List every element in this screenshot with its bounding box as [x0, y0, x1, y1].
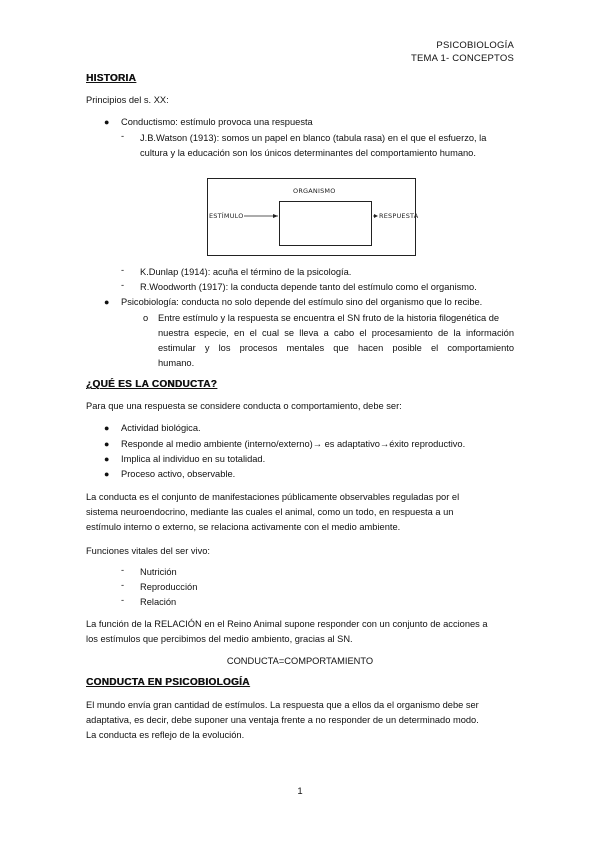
- response-arrowhead: [374, 214, 378, 218]
- sn-line4: humano.: [158, 358, 195, 368]
- stimulus-arrowhead: [273, 214, 278, 218]
- bullet-marker: ●: [104, 439, 110, 449]
- dash-marker: -: [121, 280, 125, 290]
- dash-marker: -: [121, 580, 125, 590]
- sub-bullet-marker: o: [143, 313, 149, 323]
- page-number: 1: [297, 786, 303, 797]
- diagram-organism-label: ORGANISMO: [293, 187, 336, 195]
- funcion-nutricion: Nutrición: [140, 567, 177, 577]
- bullet-marker: ●: [104, 469, 110, 479]
- conducta-intro: Para que una respuesta se considere conducta o comportamiento, debe ser:: [86, 401, 402, 411]
- conducta-bullet-3: Implica al individuo en su totalidad.: [121, 454, 266, 464]
- sn-line1: Entre estímulo y la respuesta se encuentra el SN fruto de la historia filogenética de: [158, 313, 500, 323]
- page-header: [411, 39, 514, 65]
- funciones-intro: Funciones vitales del ser vivo:: [86, 546, 211, 556]
- conducta-bullet-1: Actividad biológica.: [121, 423, 201, 433]
- conducta-bullet-4: Proceso activo, observable.: [121, 469, 236, 479]
- historia-intro: Principios del s. XX:: [86, 95, 169, 105]
- funcion-relacion: Relación: [140, 597, 177, 607]
- section-title-psicobiologia: CONDUCTA EN PSICOBIOLOGÍA: [86, 677, 250, 688]
- bullet-marker: ●: [104, 117, 110, 127]
- bullet-marker: ●: [104, 454, 110, 464]
- conducta-bullet-2: Responde al medio ambiente (interno/externo)→ es adaptativo→éxito reproductivo.: [121, 439, 466, 449]
- dash-marker: -: [121, 595, 125, 605]
- dash-marker: -: [121, 565, 125, 575]
- sn-line2: nuestra especie, en el cual se lleva a cabo el procesamiento de la información: [158, 328, 514, 338]
- psicobiologia-line1: El mundo envía gran cantidad de estímulos. La respuesta que a ellos da el organismo debe ser: [86, 700, 479, 710]
- header-subject: PSICOBIOLOGÍA: [436, 40, 514, 51]
- diagram-stimulus-label: ESTÍMULO: [209, 212, 244, 220]
- woodworth-line: R.Woodworth (1917): la conducta depende tanto del estímulo como el organismo.: [140, 282, 477, 292]
- funcion-reproduccion: Reproducción: [140, 582, 198, 592]
- bullet-marker: ●: [104, 297, 110, 307]
- psicobiologia-line3: La conducta es reflejo de la evolución.: [86, 730, 245, 740]
- definicion-line1: La conducta es el conjunto de manifestaciones públicamente observables reguladas por el: [86, 492, 460, 502]
- watson-line2: cultura y la educación son los únicos determinantes del comportamiento humano.: [140, 148, 476, 158]
- diagram-response-label: RESPUESTA: [379, 212, 419, 220]
- section-title-historia: HISTORIA: [86, 73, 136, 84]
- relacion-line2: los estímulos que percibimos del medio ambiento, gracias al SN.: [86, 634, 353, 644]
- dash-marker: -: [121, 131, 125, 141]
- sn-line3: estimular y los procesos mentales que hacen posible el comportamiento: [158, 343, 514, 353]
- conducta-equation: CONDUCTA=COMPORTAMIENTO: [226, 656, 374, 666]
- dunlap-line: K.Dunlap (1914): acuña el término de la psicología.: [140, 267, 352, 277]
- definicion-line2: sistema neuroendocrino, mediante las cuales el animal, como un todo, en respuesta a un: [86, 507, 454, 517]
- section-title-conducta: ¿QUÉ ES LA CONDUCTA?: [86, 379, 217, 390]
- relacion-line1: La función de la RELACIÓN en el Reino Animal supone responder con un conjunto de acciones a: [86, 619, 488, 629]
- definicion-line3: estímulo interno o externo, se relaciona activamente con el medio ambiente.: [86, 522, 401, 532]
- psicobiologia-line2: adaptativa, es decir, debe suponer una ventaja frente a no responder de un determinado modo.: [86, 715, 479, 725]
- watson-line1: J.B.Watson (1913): somos un papel en blanco (tabula rasa) en el que el esfuerzo, la: [140, 133, 487, 143]
- bullet-conductismo: Conductismo: estímulo provoca una respuesta: [121, 117, 313, 127]
- bullet-psicobiologia: Psicobiología: conducta no solo depende del estímulo sino del organismo que lo recibe.: [121, 297, 483, 307]
- dash-marker: -: [121, 265, 125, 275]
- stimulus-response-diagram: [207, 178, 419, 256]
- bullet-marker: ●: [104, 423, 110, 433]
- header-topic: TEMA 1- CONCEPTOS: [411, 53, 514, 64]
